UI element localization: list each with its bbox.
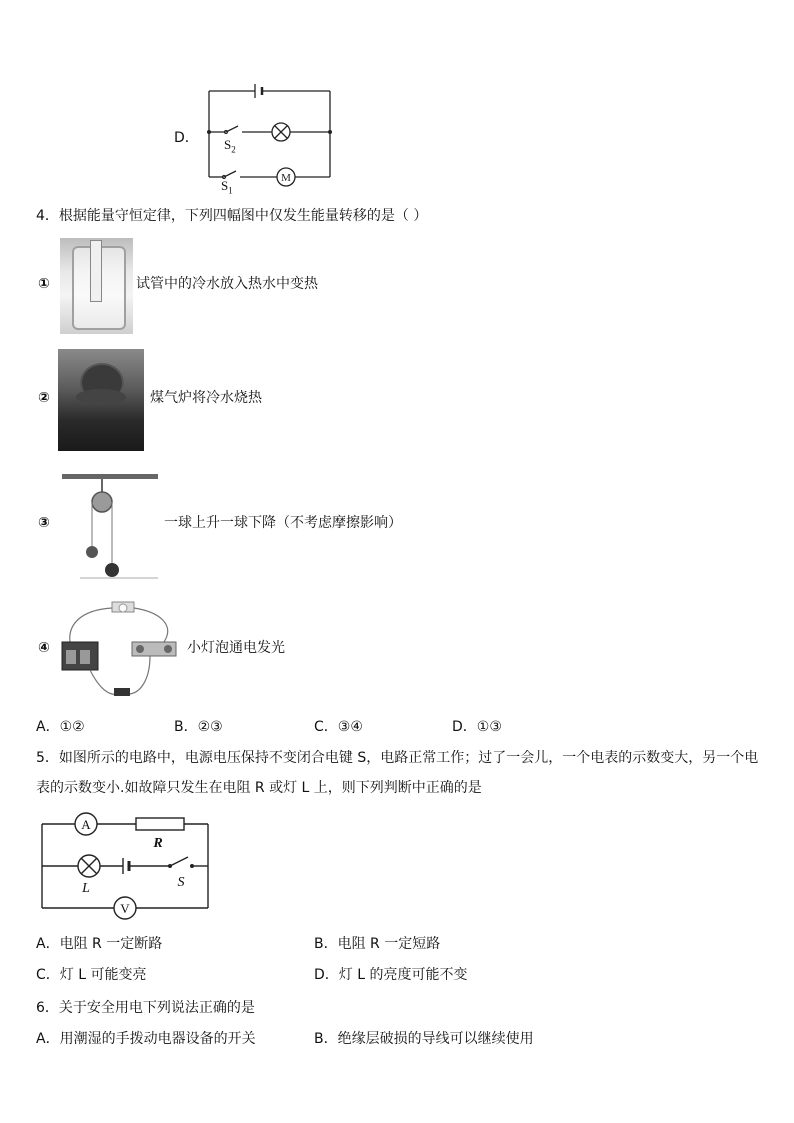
q5-resistor-letter: R xyxy=(153,836,163,851)
q4-item-3-pulley-illustration xyxy=(62,472,162,580)
q5-option-b[interactable]: B．电阻 R 一定短路 xyxy=(314,936,441,952)
q3-s2-label: $S_2$ xyxy=(224,137,236,155)
q4-item-1-caption: 试管中的冷水放入热水中变热 xyxy=(136,276,318,292)
q4-item-1-number: ① xyxy=(38,276,50,292)
q5-option-d[interactable]: D．灯 L 的亮度可能不变 xyxy=(314,967,468,983)
q4-option-d[interactable]: D．①③ xyxy=(452,719,502,735)
q4-option-a[interactable]: A．①② xyxy=(36,719,85,735)
q4-item-4-caption: 小灯泡通电发光 xyxy=(187,640,285,656)
q5-option-c[interactable]: C．灯 L 可能变亮 xyxy=(36,967,147,983)
q3-motor-letter: M xyxy=(281,172,291,184)
q4-option-c[interactable]: C．③④ xyxy=(314,719,363,735)
q5-ammeter-letter: A xyxy=(81,817,91,832)
q5-stem-line-1: 5．如图所示的电路中，电源电压保持不变闭合电键 S，电路正常工作；过了一会儿，一个电表的示数变大，另一个电 xyxy=(36,750,759,766)
q3-option-d-label: D． xyxy=(174,130,199,146)
q4-item-4-number: ④ xyxy=(38,640,50,656)
q4-stem: 4．根据能量守恒定律，下列四幅图中仅发生能量转移的是（ ） xyxy=(36,208,428,224)
q5-stem-line-2: 表的示数变小.如故障只发生在电阻 R 或灯 L 上，则下列判断中正确的是 xyxy=(36,780,482,796)
q5-lamp-letter: L xyxy=(82,881,90,896)
q6-option-b[interactable]: B．绝缘层破损的导线可以继续使用 xyxy=(314,1031,534,1047)
q5-circuit-diagram xyxy=(36,810,216,925)
q6-stem: 6．关于安全用电下列说法正确的是 xyxy=(36,1000,255,1016)
q4-item-2-number: ② xyxy=(38,390,50,406)
q5-option-a[interactable]: A．电阻 R 一定断路 xyxy=(36,936,163,952)
q5-switch-letter: S xyxy=(177,875,185,890)
q4-item-2-photo-gas-stove xyxy=(58,349,144,451)
q4-item-4-bulb-circuit-illustration xyxy=(60,600,184,702)
q3-s1-label: $S_1$ xyxy=(221,178,233,196)
q4-item-3-number: ③ xyxy=(38,515,50,531)
q4-item-2-caption: 煤气炉将冷水烧热 xyxy=(150,390,262,406)
q6-option-a[interactable]: A．用潮湿的手拨动电器设备的开关 xyxy=(36,1031,256,1047)
q4-item-3-caption: 一球上升一球下降（不考虑摩擦影响） xyxy=(164,515,402,531)
q5-voltmeter-letter: V xyxy=(120,901,130,916)
q4-item-1-photo-test-tube xyxy=(60,238,133,334)
q4-option-b[interactable]: B．②③ xyxy=(174,719,223,735)
